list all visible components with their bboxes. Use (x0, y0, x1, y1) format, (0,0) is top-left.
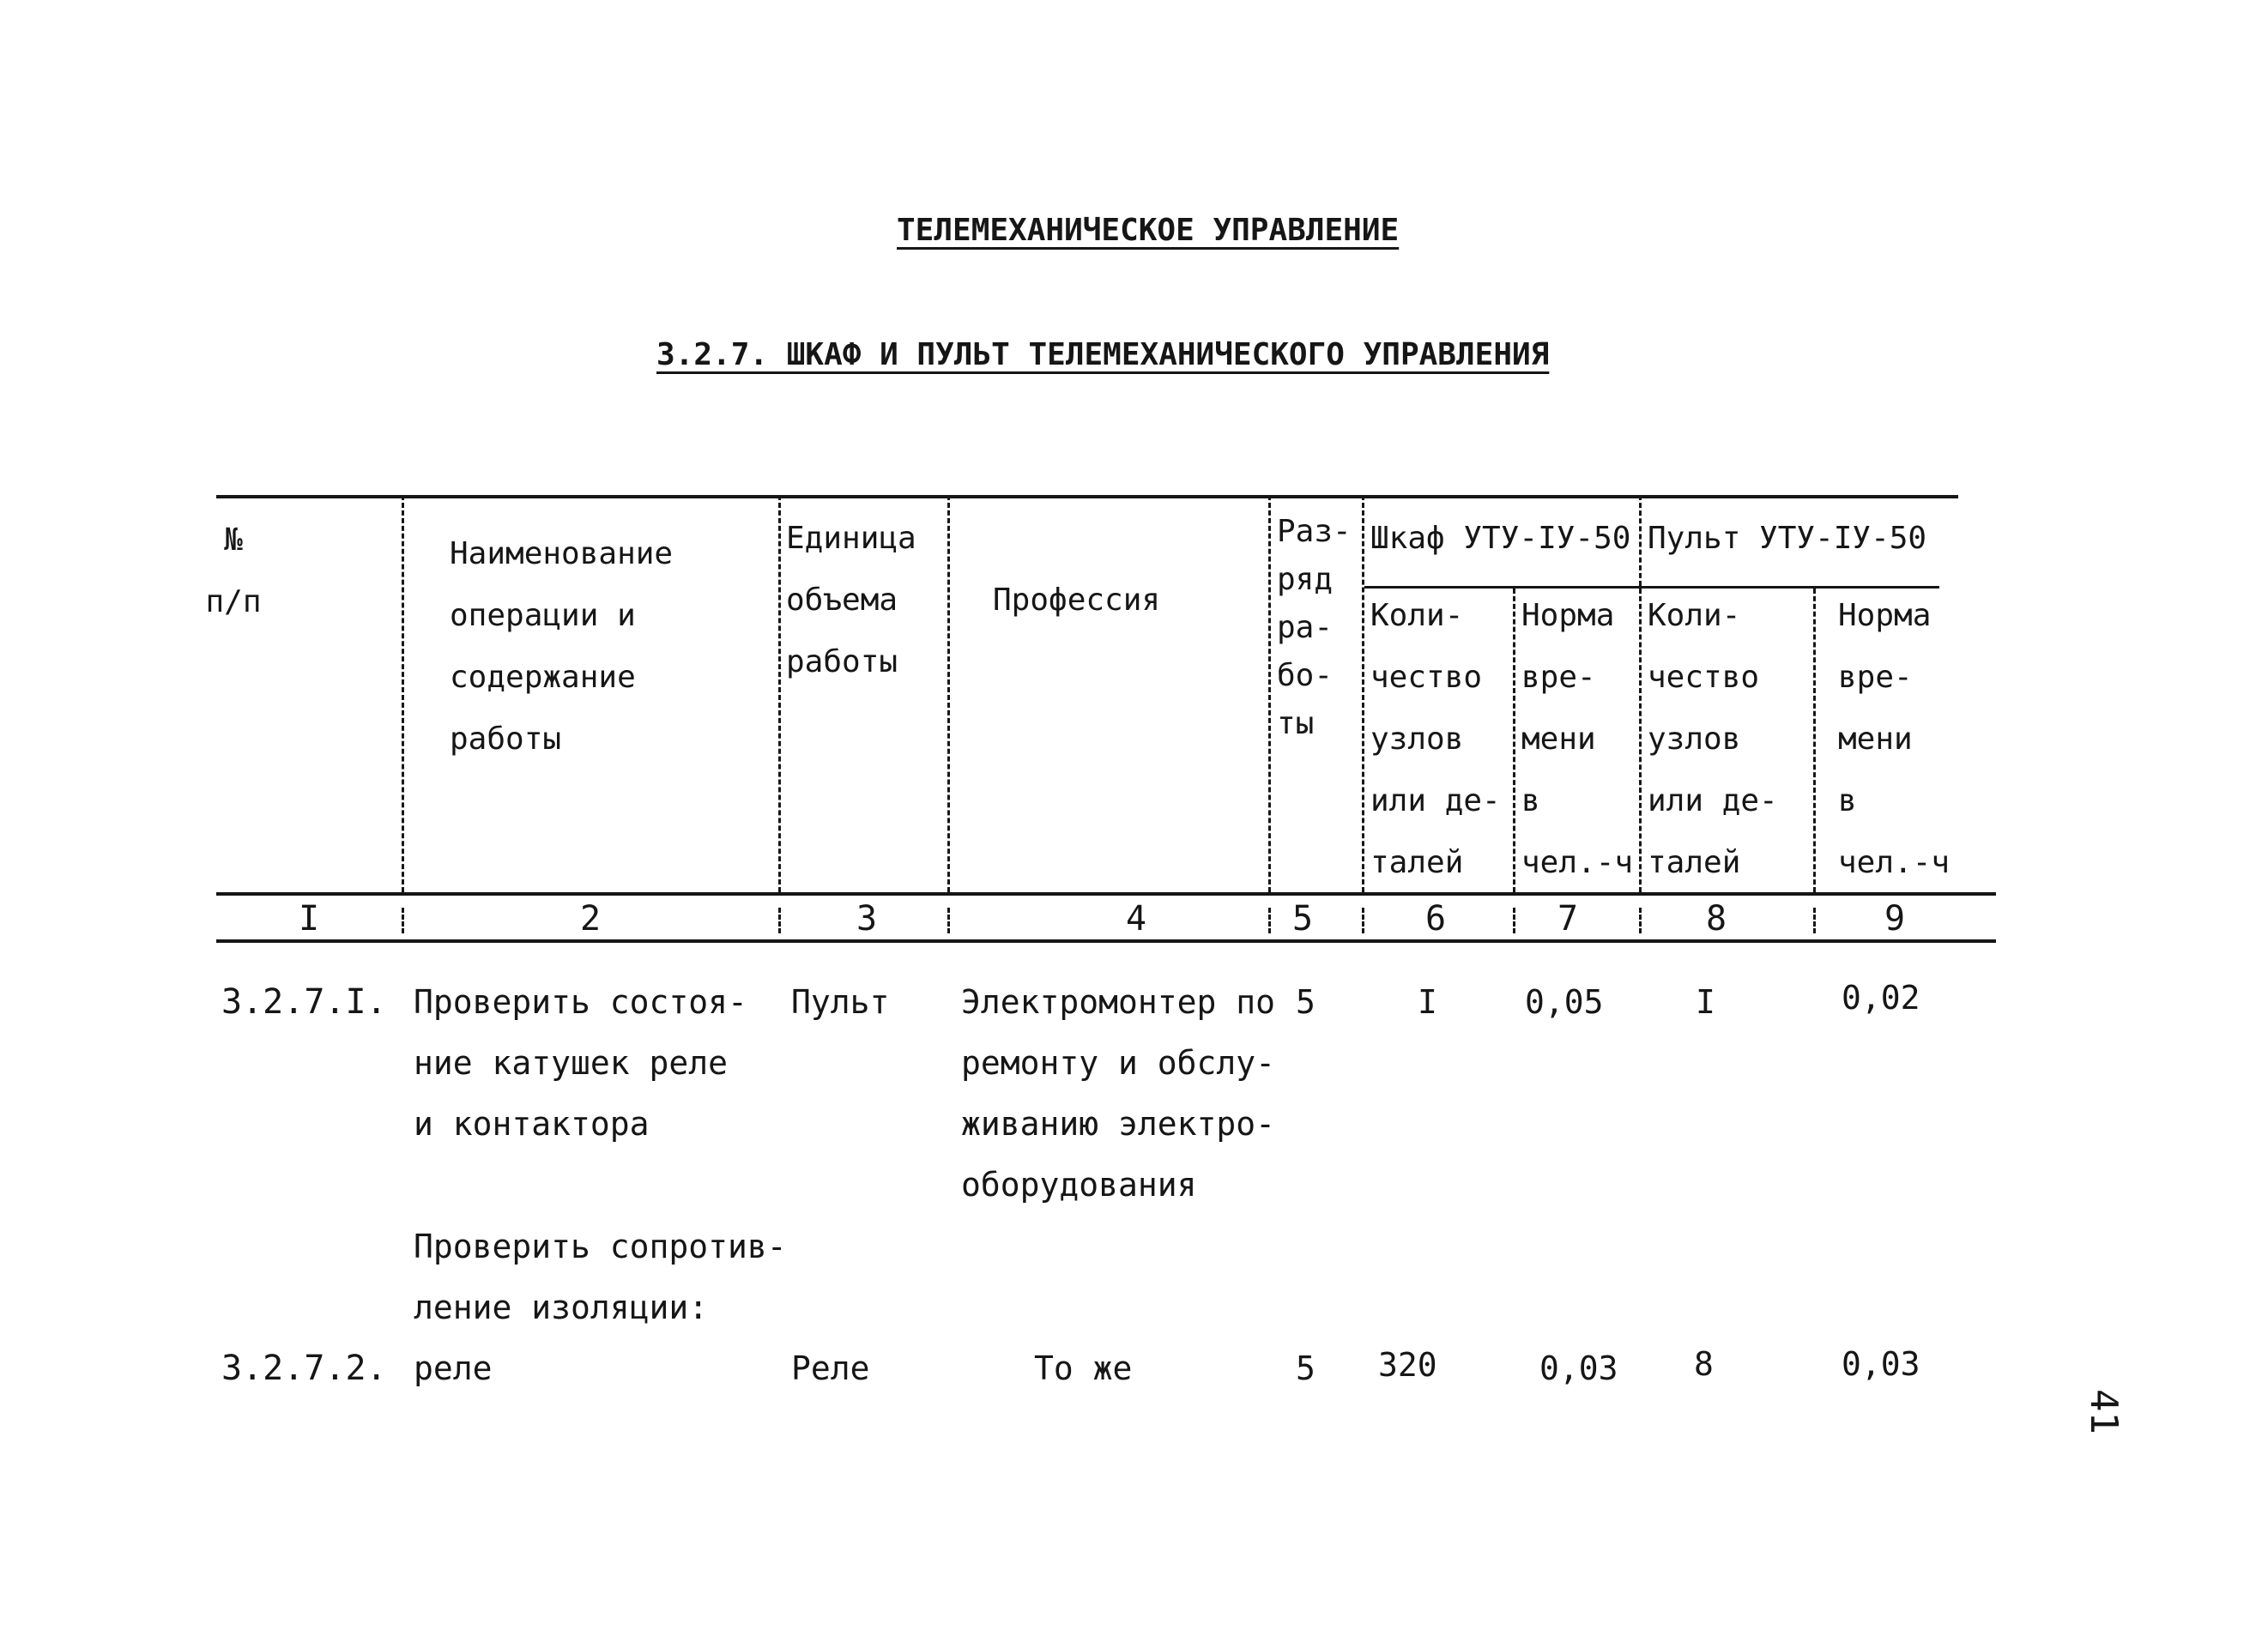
row-3-norm-cabinet: 0,03 (1539, 1349, 1618, 1387)
header-qty-line: талей (1370, 845, 1464, 880)
header-no-line-1: № (224, 522, 243, 558)
header-norm-line: в (1521, 783, 1540, 818)
header-no (199, 510, 268, 633)
header-name-line: содержание (450, 660, 636, 695)
num-sep-7 (1639, 908, 1642, 933)
header-norm-line: чел.-ч (1521, 845, 1634, 880)
header-no-line-2: п/п (205, 584, 262, 619)
header-grade-line: ра- (1277, 610, 1334, 645)
page-number: 41 (2081, 1389, 2126, 1434)
col-sep-4 (1268, 495, 1271, 892)
header-grade-line: ряд (1277, 562, 1334, 597)
table-top-rule (216, 495, 1958, 498)
header-norm-line: мени (1838, 721, 1913, 757)
column-number: 7 (1557, 899, 1579, 939)
col-sep-2 (778, 495, 781, 892)
header-name-line: работы (450, 721, 562, 757)
column-number: 5 (1292, 899, 1314, 939)
header-unit-line: объема (786, 583, 898, 618)
row-1-qty-cabinet: I (1418, 983, 1437, 1021)
row-1-profession-line: ремонту и обслу- (961, 1044, 1276, 1082)
column-number: 9 (1884, 899, 1906, 939)
header-norm-line: вре- (1838, 660, 1913, 695)
header-norm-line: Норма (1838, 598, 1932, 633)
column-number: 6 (1425, 899, 1447, 939)
col-sep-6 (1639, 495, 1642, 586)
num-sep-1 (402, 908, 404, 933)
header-norm-line: мени (1521, 721, 1596, 757)
num-sep-3 (947, 908, 950, 933)
header-norm-line: вре- (1521, 660, 1596, 695)
num-sep-8 (1813, 908, 1816, 933)
num-sep-4 (1268, 908, 1271, 933)
col-sep-7 (1513, 589, 1515, 892)
row-3-grade: 5 (1296, 1349, 1315, 1387)
row-2-name-line: ление изоляции: (414, 1289, 709, 1326)
row-2-name-line: Проверить сопротив- (414, 1228, 787, 1265)
row-1-qty-console: I (1696, 983, 1715, 1021)
col-sep-9 (1813, 589, 1816, 892)
header-qty-line: чество (1648, 660, 1760, 695)
col-sep-3 (947, 495, 950, 892)
row-1-profession-line: оборудования (961, 1166, 1197, 1204)
header-grade (1277, 508, 1352, 748)
header-qty-cabinet (1370, 585, 1501, 894)
header-group-cabinet: Шкаф УТУ-IУ-50 (1370, 521, 1631, 556)
header-name (450, 523, 673, 770)
header-unit-line: работы (786, 644, 898, 679)
row-1-grade: 5 (1296, 983, 1315, 1021)
header-grade-line: ты (1277, 706, 1315, 741)
row-1-norm-console: 0,02 (1842, 979, 1920, 1017)
header-group-console: Пульт УТУ-IУ-50 (1648, 521, 1927, 556)
num-sep-5 (1362, 908, 1364, 933)
row-1-name-line: ние катушек реле (414, 1044, 729, 1082)
header-qty-line: чество (1370, 660, 1483, 695)
row-3-name: реле (414, 1349, 493, 1387)
header-norm-console (1838, 585, 1950, 894)
column-number: 3 (856, 899, 878, 939)
row-3-qty-cabinet: 320 (1378, 1346, 1437, 1384)
row-2-name (414, 1216, 787, 1338)
header-grade-line: бо- (1277, 658, 1334, 693)
header-qty-line: узлов (1648, 721, 1741, 757)
column-number: 4 (1126, 899, 1147, 939)
num-sep-6 (1513, 908, 1515, 933)
row-3-norm-console: 0,03 (1842, 1345, 1920, 1383)
column-number: 8 (1706, 899, 1727, 939)
header-name-line: Наименование (450, 536, 674, 571)
header-norm-line: в (1838, 783, 1857, 818)
header-profession: Профессия (993, 583, 1161, 618)
num-sep-2 (778, 908, 781, 933)
column-number: 2 (580, 899, 602, 939)
row-1-name-line: Проверить состоя- (414, 983, 747, 1021)
row-1-profession (961, 972, 1275, 1216)
row-3-unit: Реле (791, 1349, 870, 1387)
header-qty-line: или де- (1370, 783, 1501, 818)
header-qty-console (1648, 585, 1778, 894)
header-qty-line: или де- (1648, 783, 1778, 818)
row-3-profession: То же (1034, 1349, 1133, 1387)
col-sep-8 (1639, 589, 1642, 892)
header-norm-line: Норма (1521, 598, 1615, 633)
row-3-qty-console: 8 (1694, 1345, 1714, 1383)
header-qty-line: талей (1648, 845, 1741, 880)
subsection-title: 3.2.7. ШКАФ И ПУЛЬТ ТЕЛЕМЕХАНИЧЕСКОГО УПРАВЛЕНИЯ (656, 337, 1550, 372)
header-qty-line: Коли- (1648, 598, 1741, 633)
column-number: I (299, 899, 320, 939)
row-3-no: 3.2.7.2. (221, 1349, 387, 1388)
row-1-name-line: и контактора (414, 1105, 650, 1143)
header-qty-line: узлов (1370, 721, 1464, 757)
header-grade-line: Раз- (1277, 514, 1352, 549)
row-1-unit: Пульт (791, 983, 890, 1021)
row-1-no: 3.2.7.I. (221, 982, 387, 1022)
row-1-profession-line: Электромонтер по (961, 983, 1276, 1021)
header-norm-cabinet (1521, 585, 1633, 894)
header-norm-line: чел.-ч (1838, 845, 1950, 880)
header-qty-line: Коли- (1370, 598, 1464, 633)
row-1-name (414, 972, 747, 1155)
col-sep-1 (402, 495, 404, 892)
header-unit-line: Единица (786, 521, 916, 556)
column-numbers-rule (216, 939, 1996, 943)
header-unit (786, 508, 916, 693)
row-1-profession-line: живанию электро- (961, 1105, 1276, 1143)
col-sep-5 (1362, 495, 1364, 892)
header-name-line: операции и (450, 598, 636, 633)
section-title: ТЕЛЕМЕХАНИЧЕСКОЕ УПРАВЛЕНИЕ (897, 213, 1400, 248)
row-1-norm-cabinet: 0,05 (1525, 983, 1604, 1021)
